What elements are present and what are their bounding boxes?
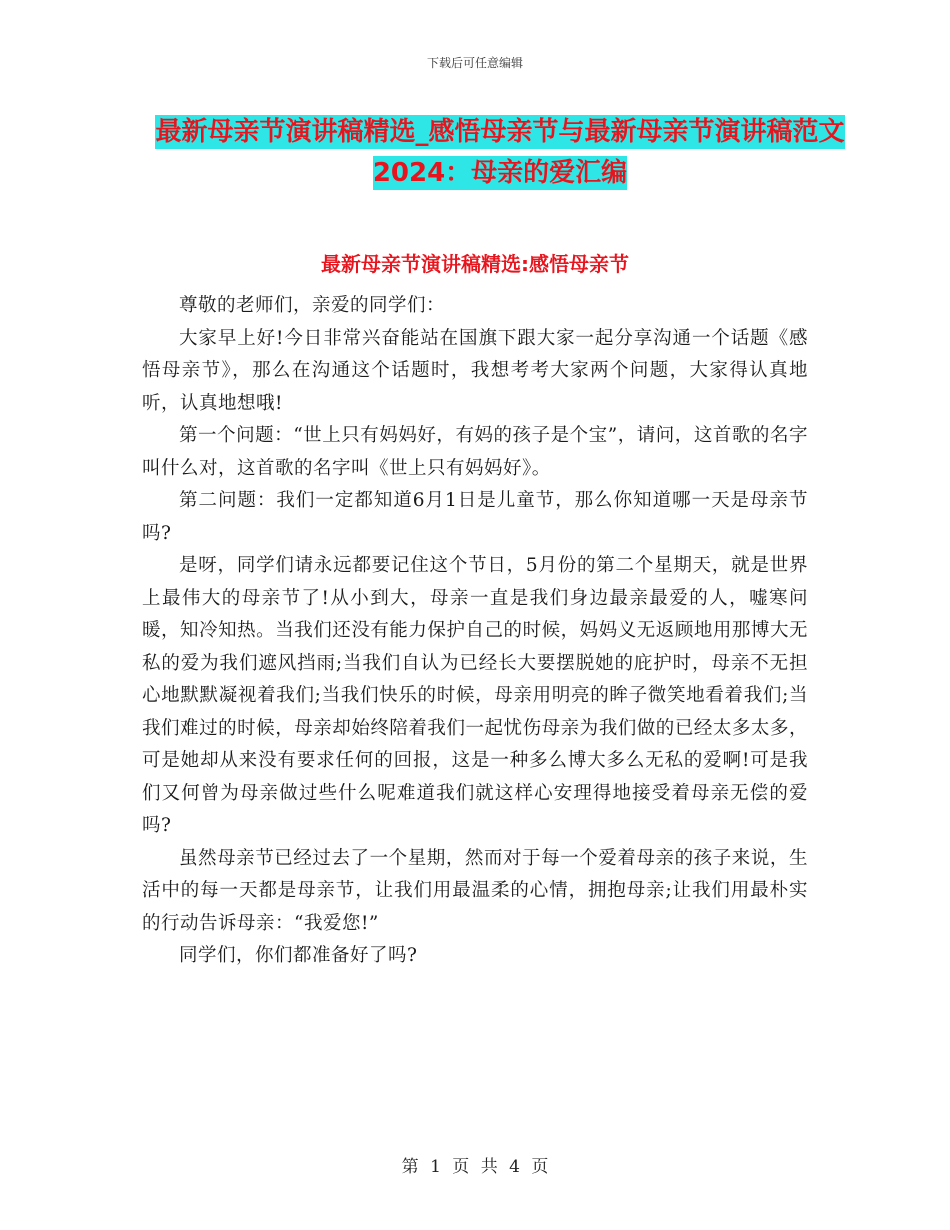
- header-note: 下载后可任意编辑: [426, 56, 523, 70]
- document-title-text: 最新母亲节演讲稿精选_感悟母亲节与最新母亲节演讲稿范文2024：母亲的爱汇编: [155, 117, 845, 188]
- page-number: 第 1 页 共 4 页: [401, 1157, 549, 1177]
- section-title: 最新母亲节演讲稿精选:感悟母亲节: [321, 252, 629, 276]
- paragraph: 同学们，你们都准备好了吗?: [179, 945, 418, 966]
- paragraph: 第二问题：我们一定都知道6月1日是儿童节，那么你知道哪一天是母亲节吗?: [142, 490, 808, 544]
- document-title: [140, 112, 860, 194]
- paragraph: 大家早上好!今日非常兴奋能站在国旗下跟大家一起分享沟通一个话题《感悟母亲节》，那么在沟通这个话题时，我想考考大家两个问题，大家得认真地听，认真地想哦!: [142, 327, 808, 414]
- paragraph: 尊敬的老师们，亲爱的同学们：: [179, 295, 446, 316]
- paragraph: 第一个问题：“世上只有妈妈好，有妈的孩子是个宝”，请问，这首歌的名字叫什么对，这首歌的名字叫《世上只有妈妈好》。: [142, 425, 808, 479]
- paragraph: 虽然母亲节已经过去了一个星期，然而对于每一个爱着母亲的孩子来说，生活中的每一天都是母亲节，让我们用最温柔的心情，拥抱母亲;让我们用最朴实的行动告诉母亲：“我爱您!”: [142, 847, 808, 934]
- paragraph: 是呀，同学们请永远都要记住这个节日，5月份的第二个星期天，就是世界上最伟大的母亲节了!从小到大，母亲一直是我们身边最亲最爱的人，嘘寒问暖，知冷知热。当我们还没有能力保护自己的时候，妈妈义无返顾地用那博大无私的爱为我们遮风挡雨;当我们自认为已经长大要摆脱她的庇护时，母亲不无担心地默默凝视着我们;当我们快乐的时候，母亲用明亮的眸子微笑地看着我们;当我们难过的时候，母亲却始终陪着我们一起忧伤母亲为我们做的已经太多太多，可是她却从来没有要求任何的回报，这是一种多么博大多么无私的爱啊!可是我们又何曾为母亲做过些什么呢难道我们就这样心安理得地接受着母亲无偿的爱吗?: [142, 555, 808, 836]
- document-body: [142, 290, 808, 973]
